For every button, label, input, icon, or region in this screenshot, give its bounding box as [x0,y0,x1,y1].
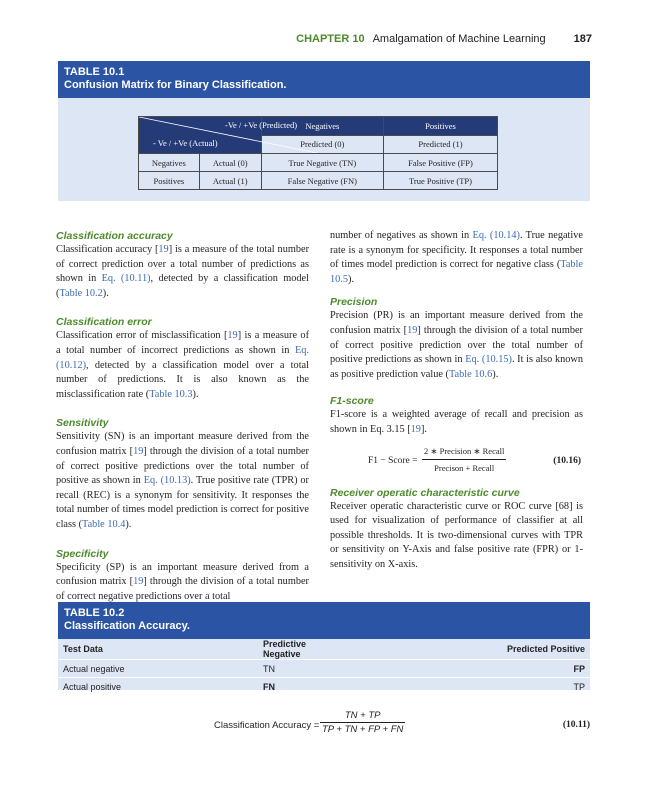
paragraph-f1: F1-score is a weighted average of recall and precision as shown in Eq. 3.15 [19]. [330,409,583,435]
cell-fn: FN [263,681,275,692]
right-column [330,229,583,573]
col-header-predictive-negative: Predictive Negative [263,639,307,659]
chapter-label: CHAPTER 10 [296,33,365,45]
eq-link[interactable]: Eq. (10.13) [143,475,191,487]
paragraph-accuracy: Classification accuracy [19] is a measure of the total number of correct prediction over a total number of predictions as shown in Eq. (10.11), detected by a classification model (Table 10.2). [56,244,309,299]
col-header-test-data: Test Data [63,644,103,654]
ref-link[interactable]: 19 [227,330,238,342]
eq-acc-denominator: TP + TN + FP + FN [322,724,404,735]
table-header-row [58,639,590,660]
eq-f1-denominator: Precison + Recall [434,463,495,474]
left-column [56,229,309,604]
eq-acc-number: (10.11) [562,720,590,730]
eq-acc-fraction [320,710,405,735]
table-10-1-caption: Confusion Matrix for Binary Classification. [64,79,287,91]
cell-tn: True Negative (TN) [261,154,383,172]
eq-acc-numerator: TN + TP [320,710,405,723]
eq-f1-fraction [422,444,506,476]
table-10-1 [58,61,590,201]
running-head [296,33,592,45]
table-link[interactable]: Table 10.2 [59,287,103,299]
confusion-matrix [138,116,498,190]
eq-link[interactable]: Eq. (10.14) [472,230,520,241]
heading-precision: Precision [330,296,378,309]
ref-link[interactable]: 19 [158,244,169,255]
heading-classification-error: Classification error [56,316,152,329]
row-name: Negatives [139,154,200,172]
paragraph-specificity: Specificity (SP) is an important measure derived from a confusion matrix [19] through the division of a total number of correct negative predictions over a total [56,561,309,602]
heading-sensitivity: Sensitivity [56,417,109,430]
page-number: 187 [573,33,592,45]
row-actual: Actual (0) [199,154,261,172]
ref-link[interactable]: 19 [410,423,421,435]
col-sub-predicted-0: Predicted (0) [261,135,383,154]
col-header-predicted-positive: Predicted Positive [506,644,585,654]
equation-accuracy [56,708,590,748]
cell-tn: TN [258,660,331,678]
table-link[interactable]: Table 10.6 [448,368,493,380]
heading-specificity: Specificity [56,547,109,560]
eq-acc-lhs: Classification Accuracy = [214,720,320,731]
ref-link[interactable]: 19 [133,445,144,457]
table-10-2 [58,602,590,690]
row-name: Positives [139,172,200,190]
table-link[interactable]: Table 10.5 [330,259,583,285]
ref-link[interactable]: 19 [407,324,418,336]
row-label: Actual positive [63,681,122,692]
table-row [58,660,590,678]
eq-link[interactable]: Eq. (10.12) [56,344,309,371]
corner-predicted-label: -Ve / +Ve (Predicted) [225,120,298,130]
paragraph-sensitivity: Sensitivity (SN) is an important measure derived from the confusion matrix [19] through the division of a total number of correct positive predictions over the total number of positive as shown in Eq. (10.13). True positive rate (TPR) or recall (REC) is a synonym for sensitivity. It responses the total number of times model prediction is correct for positive class (Table 10.4). [56,431,309,530]
col-header-negatives: Negatives [261,117,383,136]
table-10-2-header [58,602,590,639]
eq-f1-lhs: F1 − Score = [368,455,418,466]
paragraph-error: Classification error of misclassification [19] is a measure of a total number of incorrect predictions as shown in Eq. (10.12), detected by a classification model over a total number of predictions. It is also known as the misclassification rate (Table 10.3). [56,330,310,400]
chapter-title: Amalgamation of Machine Learning [372,33,546,45]
cell-tp: True Positive (TP) [383,172,497,190]
table-10-1-label: TABLE 10.1 [64,66,125,78]
cell-fp: False Positive (FP) [383,154,497,172]
paragraph-roc: Receiver operatic characteristic curve or ROC curve [68] is used for visualization of performance of classifier at all possible thresholds. It is two-dimensional curves with TPR or sensitivity on Y-Axis and false positive rate (FPR) or 1-sensitivity on X-axis. [330,500,583,570]
cell-fn: False Negative (FN) [261,172,383,190]
eq-f1-number: (10.16) [553,455,581,466]
equation-f1 [330,438,583,486]
matrix-corner-cell [139,117,298,154]
corner-actual-label: - Ve / +Ve (Actual) [153,138,218,148]
accuracy-table [58,639,590,695]
heading-classification-accuracy: Classification accuracy [56,230,173,242]
matrix-row [139,154,498,172]
table-10-1-header [58,61,590,98]
table-row [58,678,590,696]
eq-link[interactable]: Eq. (10.15) [465,354,512,366]
matrix-row [139,172,498,190]
cell-fp: FP [331,660,590,678]
paragraph-specificity-cont: number of negatives as shown in Eq. (10.14). True negative rate is a synonym for specificity. It responses a total number of times model prediction is correct for negative class (Table 10.5). [330,230,583,285]
col-header-positives: Positives [383,117,497,136]
paragraph-precision: Precision (PR) is an important measure derived from the confusion matrix [19] through the division of a total number of correct positive prediction over the total number of positive predictions as shown in Eq. (10.15). It is also known as positive prediction value (Table 10.6). [330,310,583,380]
row-label: Actual negative [58,660,258,678]
table-link[interactable]: Table 10.3 [149,388,193,400]
table-10-2-caption: Classification Accuracy. [64,620,190,632]
cell-tp: TP [573,681,585,692]
ref-link[interactable]: 19 [133,576,144,588]
heading-roc-curve: Receiver operatic characteristic curve [330,486,520,499]
row-actual: Actual (1) [199,172,261,190]
table-link[interactable]: Table 10.4 [82,518,126,530]
col-sub-predicted-1: Predicted (1) [383,135,497,154]
table-10-2-label: TABLE 10.2 [64,607,125,619]
heading-f1-score: F1-score [330,395,374,408]
eq-link[interactable]: Eq. (10.11) [101,273,151,285]
eq-f1-numerator: 2 ∗ Precision ∗ Recall [422,444,506,461]
